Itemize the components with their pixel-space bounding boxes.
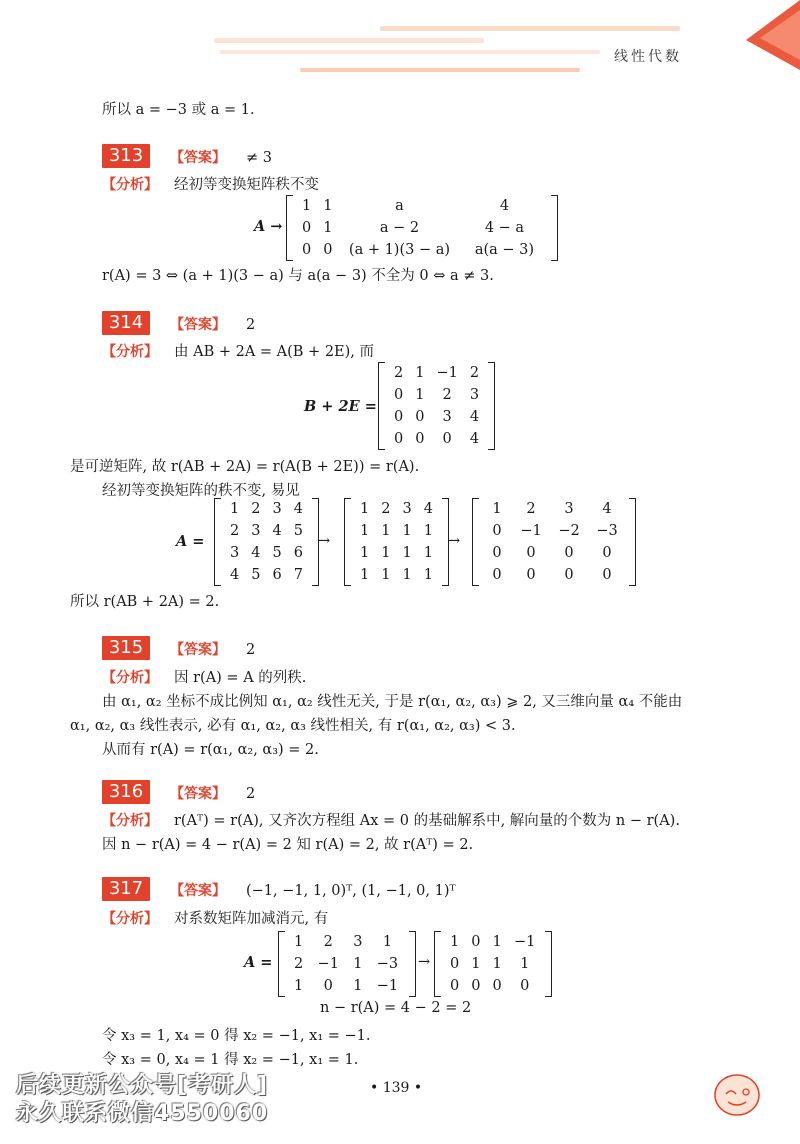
matrix-314-lhs: B + 2E =: [304, 398, 377, 415]
matrix-313-table: 1 1 a 4 0 1 a − 2 4 − a 0 0 (a + 1)(3 − a) a(a − 3): [302, 198, 535, 258]
arrow-314-a: →: [318, 533, 331, 549]
matrix-314-m2: [344, 498, 449, 586]
analysis-314: [102, 340, 374, 361]
watermark-line-2: 永久联系微信4550060: [16, 1101, 269, 1126]
header-title: 线性代数: [614, 49, 682, 65]
answer-316-value: 2: [246, 786, 256, 802]
line3-314: 经初等变换矩阵的秩不变, 易见: [102, 483, 300, 499]
answer-label: 【答案】: [170, 786, 226, 802]
analysis-317-text: 对系数矩阵加减消元, 有: [174, 911, 329, 927]
line2-315: 由 α₁, α₂ 坐标不成比例知 α₁, α₂ 线性无关, 于是 r(α₁, α₂, α₃) ⩾ 2, 又三维向量 α₄ 不能由: [102, 694, 683, 710]
matrix-314-m1: [214, 498, 319, 586]
analysis-315-text: 因 r(A) = A 的列秩.: [174, 670, 307, 686]
chain-314-lhs: A =: [176, 533, 205, 550]
question-number-315: 315: [102, 636, 150, 660]
answer-316: [170, 783, 255, 803]
answer-315-value: 2: [246, 642, 256, 658]
conclusion-314: 所以 r(AB + 2A) = 2.: [70, 594, 220, 610]
question-number-313: 313: [102, 144, 150, 168]
line3-317: 令 x₃ = 1, x₄ = 0 得 x₂ = −1, x₁ = −1.: [102, 1028, 371, 1044]
matrix-314: [378, 362, 495, 450]
answer-label: 【答案】: [170, 883, 226, 899]
line2-316: 因 n − r(A) = 4 − r(A) = 2 知 r(A) = 2, 故 r(Aᵀ) = 2.: [102, 837, 474, 853]
answer-315: [170, 639, 255, 659]
header-stripe-3: [220, 50, 600, 54]
analysis-label: 【分析】: [102, 813, 158, 829]
answer-label: 【答案】: [170, 642, 226, 658]
matrix-317-m2: [434, 931, 552, 997]
matrix-313: [286, 195, 558, 261]
analysis-label: 【分析】: [102, 177, 158, 193]
header-stripe-1: [380, 26, 680, 31]
answer-314: [170, 314, 255, 334]
eq-317: n − r(A) = 4 − 2 = 2: [320, 1000, 472, 1016]
analysis-314-text: 由 AB + 2A = A(B + 2E), 而: [174, 344, 375, 360]
matrix-314-table: 2 1 −1 2 0 1 2 3 0 0 3 4 0 0 0 4: [394, 365, 480, 447]
matrix-317-m1: [278, 931, 416, 997]
matrix-313-lhs: A →: [254, 218, 283, 235]
analysis-label: 【分析】: [102, 911, 158, 927]
question-number-317: 317: [102, 877, 150, 901]
m1-314-table: 1 2 3 4 2 3 4 5 3 4 5 6 4 5 6 7: [230, 501, 303, 583]
matrix-314-m3: [472, 498, 636, 586]
line3-315: α₁, α₂, α₃ 线性表示, 必有 α₁, α₂, α₃ 线性相关, 有 r(α₁, α₂, α₃) < 3.: [70, 718, 516, 734]
line2-314: 是可逆矩阵, 故 r(AB + 2A) = r(A(B + 2E)) = r(A).: [70, 459, 420, 475]
analysis-316: [102, 809, 680, 830]
matrix-317-lhs: A =: [244, 954, 273, 971]
conclusion-313: r(A) = 3 ⇔ (a + 1)(3 − a) 与 a(a − 3) 不全为 0 ⇔ a ≠ 3.: [102, 268, 494, 284]
analysis-label: 【分析】: [102, 670, 158, 686]
arrow-317: →: [418, 954, 431, 970]
header-stripe-2: [214, 38, 484, 43]
answer-label: 【答案】: [170, 317, 226, 333]
arrow-314-b: →: [448, 533, 461, 549]
answer-317: [170, 880, 456, 900]
answer-label: 【答案】: [170, 150, 226, 166]
smiley-icon: [712, 1072, 762, 1118]
analysis-313-text: 经初等变换矩阵秩不变: [174, 177, 319, 193]
line4-315: 从而有 r(A) = r(α₁, α₂, α₃) = 2.: [102, 742, 319, 758]
corner-arrow-icon: [738, 0, 800, 80]
analysis-317: [102, 907, 328, 928]
answer-313: [170, 147, 272, 167]
analysis-313: [102, 173, 319, 194]
answer-317-value: (−1, −1, 1, 0)ᵀ, (1, −1, 0, 1)ᵀ: [246, 883, 456, 899]
m1-317-table: 1 2 3 1 2 −1 1 −3 1 0 1 −1: [294, 934, 399, 994]
m2-314-table: 1 2 3 4 1 1 1 1 1 1 1 1 1 1 1 1: [360, 501, 433, 583]
page-number: • 139 •: [370, 1080, 423, 1096]
intro-line: 所以 a = −3 或 a = 1.: [102, 102, 255, 118]
question-number-314: 314: [102, 311, 150, 335]
analysis-316-text: r(Aᵀ) = r(A), 又齐次方程组 Ax = 0 的基础解系中, 解向量的个数为 n − r(A).: [174, 813, 680, 829]
answer-313-value: ≠ 3: [246, 150, 272, 166]
watermark-line-1: 后续更新公众号[考研人]: [16, 1073, 269, 1098]
analysis-label: 【分析】: [102, 344, 158, 360]
question-number-316: 316: [102, 780, 150, 804]
answer-314-value: 2: [246, 317, 256, 333]
analysis-315: [102, 666, 306, 687]
m3-314-table: 1 2 3 4 0 −1 −2 −3 0 0 0 0 0 0 0 0: [492, 501, 618, 583]
header-stripe-4: [300, 68, 580, 72]
line4-317: 令 x₃ = 0, x₄ = 1 得 x₂ = −1, x₁ = 1.: [102, 1052, 359, 1068]
m2-317-table: 1 0 1 −1 0 1 1 1 0 0 0 0: [450, 934, 536, 994]
